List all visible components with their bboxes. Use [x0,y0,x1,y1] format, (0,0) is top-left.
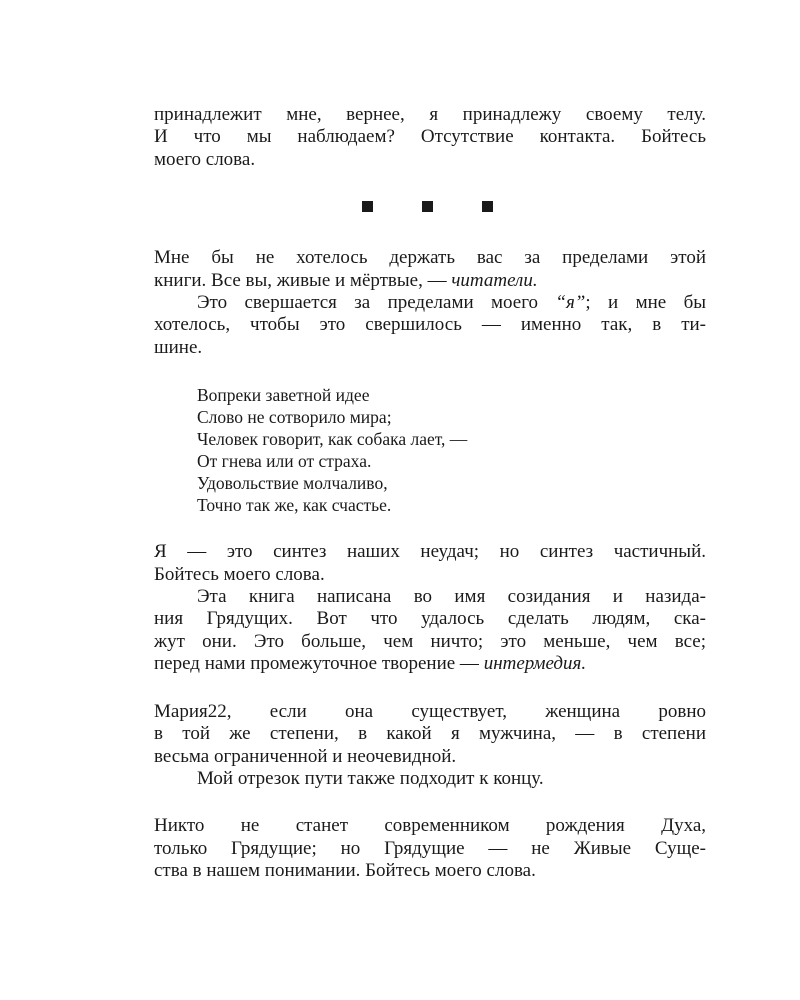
text-line: моего слова. [154,148,256,170]
section-ornament [154,171,706,247]
italic-word: интермедия. [483,653,587,675]
text-line: весьма ограниченной и неочевидной. [154,745,457,767]
poem-line: Точно так же, как счастье. [197,495,392,516]
text-line: жут они. Это больше, чем ничто; это меньше, чем все; [154,630,706,652]
text-line: Эта книга написана во имя созидания и назида- [197,586,706,608]
text-line: принадлежит мне, вернее, я принадлежу своему телу. [154,104,706,125]
text-line: шине. [154,336,203,358]
text-line [154,653,706,675]
text-line: только Грядущие; но Грядущие — не Живые Суще- [154,837,706,859]
text-line: Мой отрезок пути также подходит к концу. [197,767,544,789]
ornament-square-3 [482,201,493,212]
poem-line: Слово не сотворило мира; [197,407,392,428]
text-line: И что мы наблюдаем? Отсутствие контакта. Бойтесь [154,126,706,148]
paragraph-3 [154,541,706,675]
text-line: хотелось, чтобы это свершилось — именно так, в ти- [154,314,706,336]
poem-line: Человек говорит, как собака лает, — [197,429,468,450]
poem-line: Удовольствие молчаливо, [197,473,388,494]
paragraph-1 [154,104,706,171]
text-run: перед нами промежуточное творение — [154,653,484,675]
poem [154,384,706,516]
ornament-square-2 [422,201,433,212]
text-line: Никто не станет современником рождения Духа, [154,815,706,837]
italic-word: читатели. [451,269,538,291]
text-line: Мария22, если она существует, женщина ровно [154,700,706,722]
text-line: ства в нашем понимании. Бойтесь моего слова. [154,860,536,882]
text-run: ; и мне бы [585,292,706,314]
ornament-square-1 [362,201,373,212]
paragraph-5 [154,815,706,882]
text-line: Бойтесь моего слова. [154,563,325,585]
text-line [154,270,706,292]
paragraph-4 [154,701,706,791]
poem-line: От гнева или от страха. [197,451,372,472]
italic-word: “я” [555,292,586,314]
text-line: ния Грядущих. Вот что удалось сделать людям, ска- [154,608,706,630]
text-line: Мне бы не хотелось держать вас за пределами этой [154,247,706,269]
text-run: Это свершается за пределами моего [197,292,556,314]
text-run: книги. Все вы, живые и мёртвые, — [154,269,452,291]
text-line [154,292,706,314]
poem-line: Вопреки заветной идее [197,385,370,406]
paragraph-2 [154,247,706,359]
text-line: в той же степени, в какой я мужчина, — в степени [154,723,706,745]
text-line: Я — это синтез наших неудач; но синтез частичный. [154,541,706,563]
book-page [154,104,706,883]
